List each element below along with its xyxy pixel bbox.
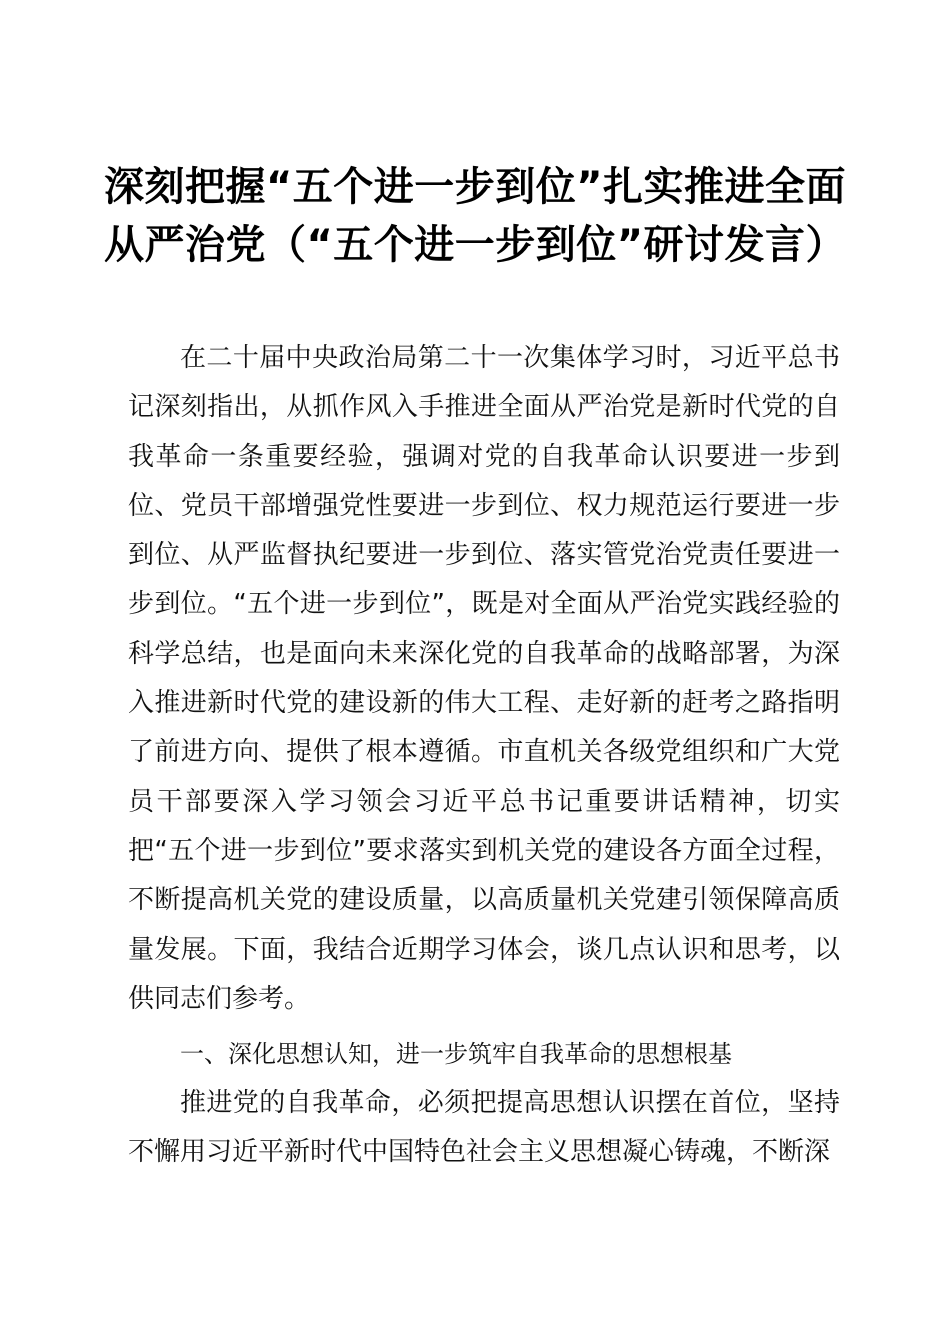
intro-paragraph: 在二十届中央政治局第二十一次集体学习时，习近平总书记深刻指出，从抓作风入手推进全面从严治党是新时代党的自我革命一条重要经验，强调对党的自我革命认识要进一步到位、党员干部增强党性要进一步到位、权力规范运行要进一步到位、从严监督执纪要进一步到位、落实管党治党责任要进一步到位。“五个进一步到位”，既是对全面从严治党实践经验的科学总结，也是面向未来深化党的自我革命的战略部署，为深入推进新时代党的建设新的伟大工程、走好新的赶考之路指明了前进方向、提供了根本遵循。市直机关各级党组织和广大党员干部要深入学习领会习近平总书记重要讲话精神，切实把“五个进一步到位”要求落实到机关党的建设各方面全过程，不断提高机关党的建设质量，以高质量机关党建引领保障高质量发展。下面，我结合近期学习体会，谈几点认识和思考，以供同志们参考。	[128, 343, 840, 1014]
section-heading-1: 一、深化思想认知，进一步筑牢自我革命的思想根基	[180, 1040, 732, 1068]
document-title: 深刻把握“五个进一步到位”扎实推进全面从严治党（“五个进一步到位”研讨发言）	[103, 164, 847, 268]
section-1-paragraph: 推进党的自我革命，必须把提高思想认识摆在首位，坚持不懈用习近平新时代中国特色社会主义思想凝心铸魂，不断深	[128, 1088, 840, 1168]
